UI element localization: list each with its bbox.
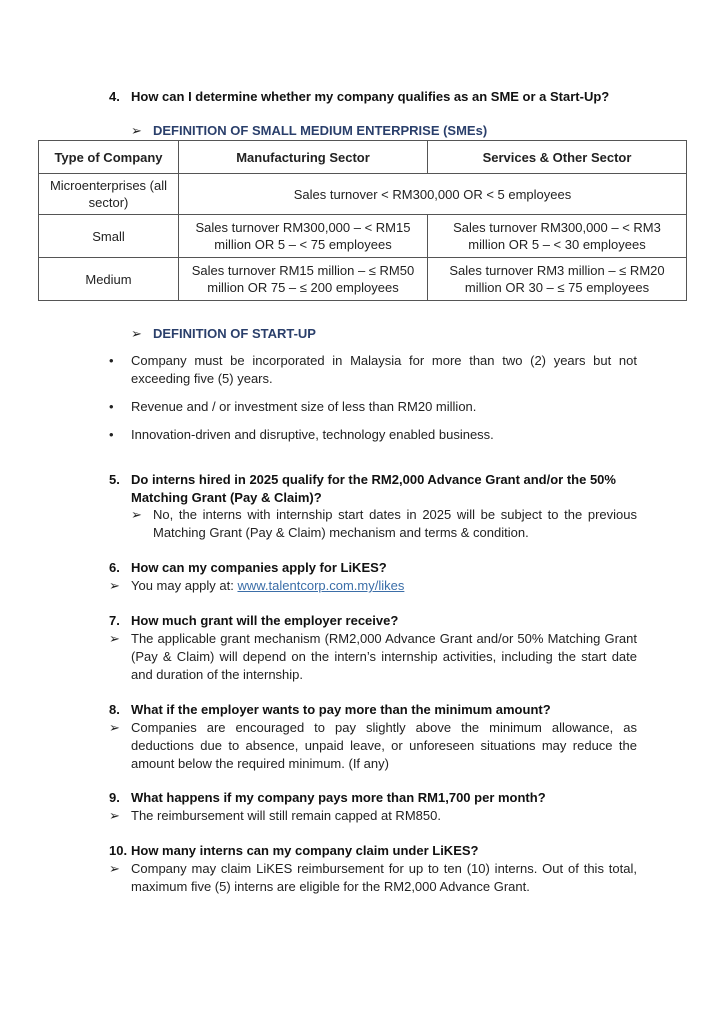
table-cell: Medium (39, 258, 179, 301)
table-row (39, 258, 687, 301)
likes-link[interactable]: www.talentcorp.com.my/likes (237, 578, 405, 593)
table-header-cell: Type of Company (39, 141, 179, 174)
answer-10 (109, 860, 637, 896)
table-cell: Sales turnover RM300,000 – < RM15 million OR 5 – < 75 employees (179, 215, 428, 258)
answer-text: The reimbursement will still remain capped at RM850. (131, 808, 441, 823)
table-header-cell: Manufacturing Sector (179, 141, 428, 174)
arrow-bullet-icon: ➢ (131, 326, 142, 341)
question-4 (109, 88, 609, 106)
answer-prefix: You may apply at: (131, 578, 238, 593)
list-item-text: Innovation-driven and disruptive, technology enabled business. (131, 427, 494, 442)
answer-text: Company may claim LiKES reimbursement for up to ten (10) interns. Out of this total, maximum five (5) interns are eligible for the RM2,000 Advance Grant. (131, 861, 637, 894)
answer-5 (131, 506, 637, 542)
question-text: Do interns hired in 2025 qualify for the RM2,000 Advance Grant and/or the 50% Matching Grant (Pay & Claim)? (131, 472, 616, 505)
sme-definition-table (38, 140, 687, 301)
question-text: What happens if my company pays more than RM1,700 per month? (131, 790, 546, 805)
list-item-text: Revenue and / or investment size of less than RM20 million. (131, 399, 477, 414)
heading-text: DEFINITION OF START-UP (153, 326, 316, 341)
arrow-bullet-icon: ➢ (109, 631, 120, 646)
sme-definition-heading (131, 122, 487, 140)
list-item (109, 398, 637, 416)
question-text: How much grant will the employer receive? (131, 613, 399, 628)
answer-text: No, the interns with internship start dates in 2025 will be subject to the previous Matching Grant (Pay & Claim) mechanism and terms & condition. (153, 507, 637, 540)
question-5 (109, 471, 649, 507)
list-item-text: Company must be incorporated in Malaysia for more than two (2) years but not exceeding five (5) years. (131, 353, 637, 386)
arrow-bullet-icon: ➢ (109, 720, 120, 735)
question-number: 5. (109, 472, 120, 487)
arrow-bullet-icon: ➢ (109, 578, 120, 593)
table-cell: Sales turnover < RM300,000 OR < 5 employees (179, 174, 687, 215)
bullet-icon: • (109, 353, 114, 368)
answer-8 (109, 719, 637, 773)
answer-6 (109, 577, 637, 595)
question-number: 8. (109, 702, 120, 717)
arrow-bullet-icon: ➢ (131, 123, 142, 138)
question-text: How can my companies apply for LiKES? (131, 560, 387, 575)
question-number: 4. (109, 89, 120, 104)
table-header-cell: Services & Other Sector (428, 141, 687, 174)
answer-text (131, 577, 637, 595)
heading-text: DEFINITION OF SMALL MEDIUM ENTERPRISE (SMEs) (153, 123, 488, 138)
bullet-icon: • (109, 427, 114, 442)
bullet-icon: • (109, 399, 114, 414)
question-number: 6. (109, 560, 120, 575)
list-item (109, 352, 637, 388)
table-row (39, 215, 687, 258)
table-cell: Small (39, 215, 179, 258)
question-10 (109, 842, 478, 860)
arrow-bullet-icon: ➢ (131, 507, 142, 522)
table-cell: Microenterprises (all sector) (39, 174, 179, 215)
table-row (39, 174, 687, 215)
answer-text: The applicable grant mechanism (RM2,000 Advance Grant and/or 50% Matching Grant (Pay & Claim) will depend on the intern’s internship activities, including the start date and duration of the internship. (131, 631, 637, 682)
question-number: 7. (109, 613, 120, 628)
question-number: 9. (109, 790, 120, 805)
arrow-bullet-icon: ➢ (109, 808, 120, 823)
table-header-row (39, 141, 687, 174)
question-9 (109, 789, 546, 807)
answer-9 (109, 807, 637, 825)
question-8 (109, 701, 551, 719)
startup-definition-heading (131, 325, 316, 343)
answer-7 (109, 630, 637, 684)
list-item (109, 426, 637, 444)
question-text: How can I determine whether my company qualifies as an SME or a Start-Up? (131, 89, 610, 104)
table-cell: Sales turnover RM15 million – ≤ RM50 million OR 75 – ≤ 200 employees (179, 258, 428, 301)
question-6 (109, 559, 387, 577)
answer-text: Companies are encouraged to pay slightly above the minimum allowance, as deductions due to absence, unpaid leave, or unforeseen situations may reduce the amount below the required minimum. (If any) (131, 720, 637, 771)
question-number: 10. (109, 843, 128, 858)
arrow-bullet-icon: ➢ (109, 861, 120, 876)
table-cell: Sales turnover RM300,000 – < RM3 million OR 5 – < 30 employees (428, 215, 687, 258)
table-cell: Sales turnover RM3 million – ≤ RM20 million OR 30 – ≤ 75 employees (428, 258, 687, 301)
question-text: What if the employer wants to pay more than the minimum amount? (131, 702, 551, 717)
question-text: How many interns can my company claim under LiKES? (131, 843, 479, 858)
question-7 (109, 612, 398, 630)
